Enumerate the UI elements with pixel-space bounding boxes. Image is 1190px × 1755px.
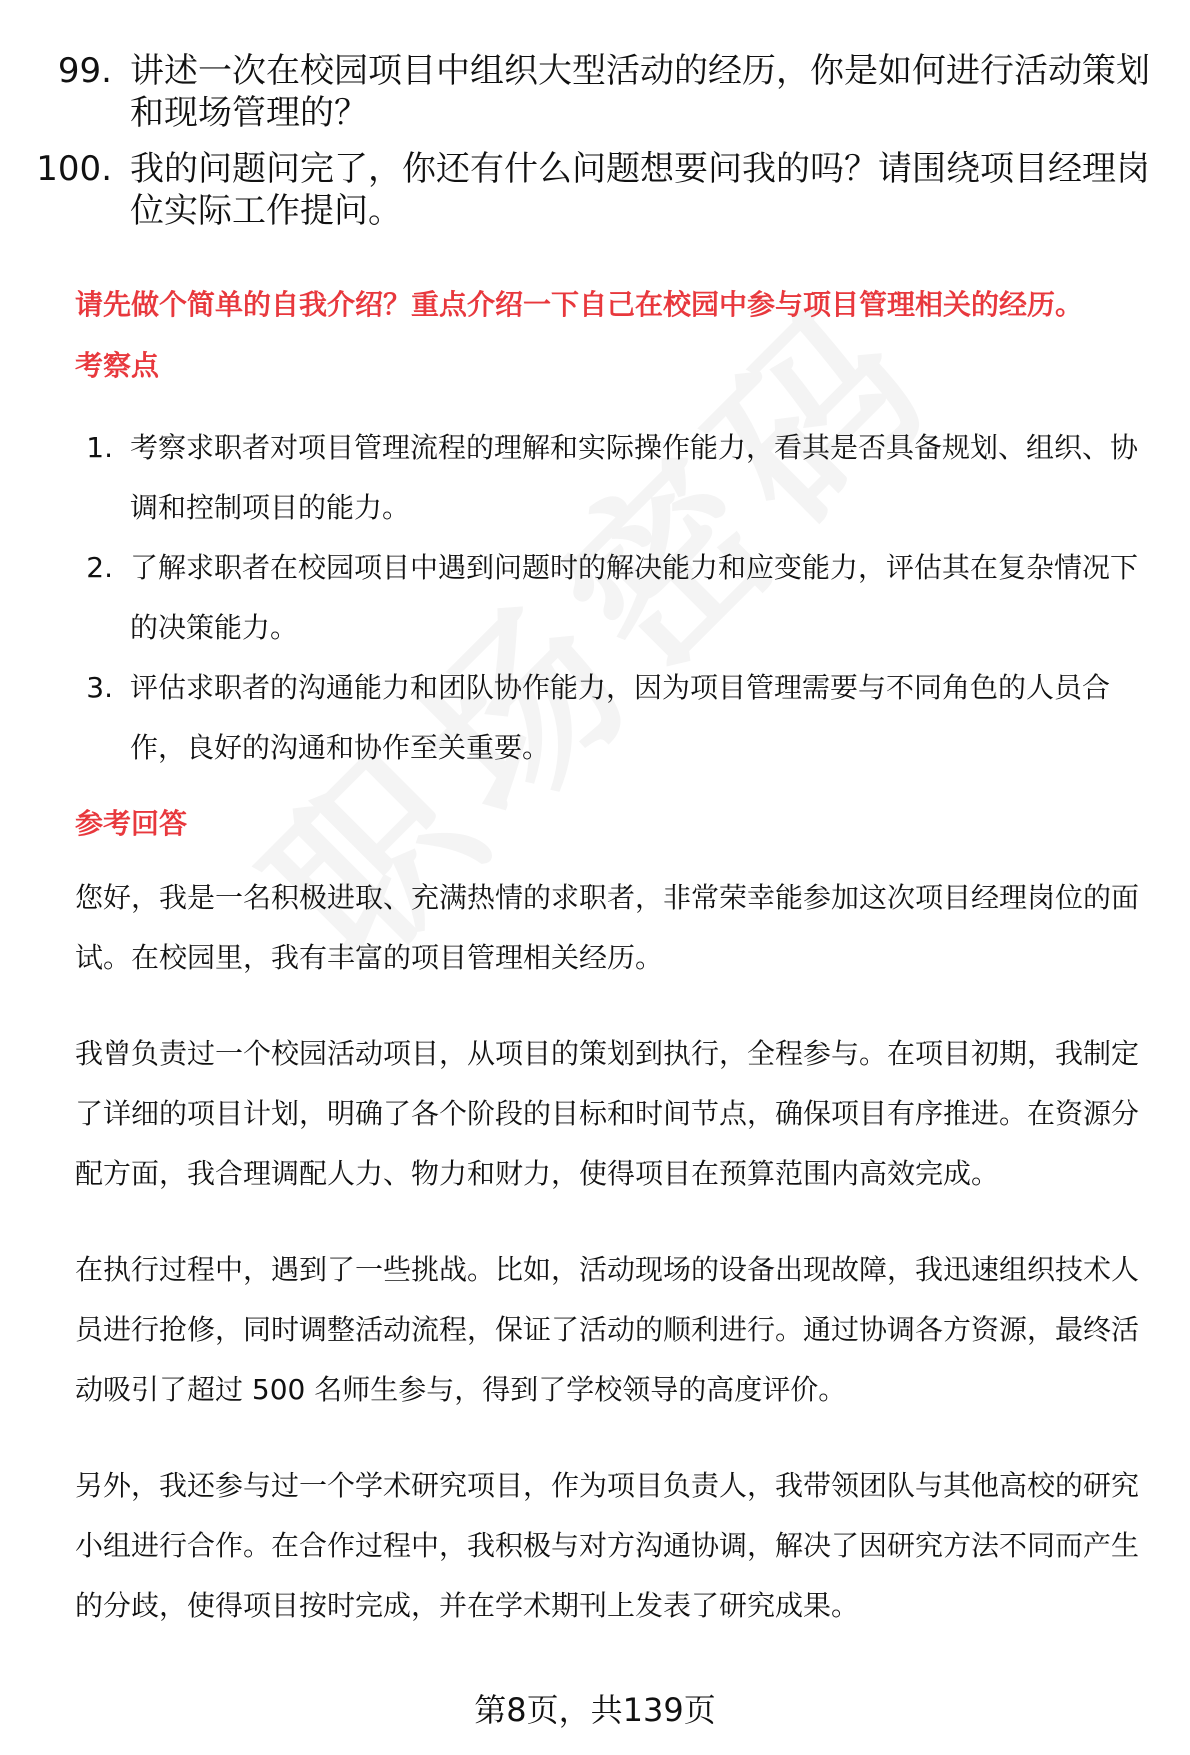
answer-paragraph: 另外，我还参与过一个学术研究项目，作为项目负责人，我带领团队与其他高校的研究小组进行合作。在合作过程中，我积极与对方沟通协调，解决了因研究方法不同而产生的分歧，使得项目按时完成，并在学术期刊上发表了研究成果。	[75, 1469, 1140, 1622]
answer-paragraph: 您好，我是一名积极进取、充满热情的求职者，非常荣幸能参加这次项目经理岗位的面试。在校园里，我有丰富的项目管理相关经历。	[75, 881, 1140, 974]
assessment-point	[0, 418, 1190, 538]
kaocha-heading: 考察点	[75, 349, 160, 382]
answer-paragraph: 我曾负责过一个校园活动项目，从项目的策划到执行，全程参与。在项目初期，我制定了详细的项目计划，明确了各个阶段的目标和时间节点，确保项目有序推进。在资源分配方面，我合理调配人力、物力和财力，使得项目在预算范围内高效完成。	[75, 1037, 1140, 1190]
page-footer: 第8页，共139页	[474, 1691, 716, 1729]
question-list	[0, 50, 1190, 246]
question-item	[0, 50, 1190, 134]
question-number: 100.	[36, 149, 112, 189]
answer-heading: 参考回答	[75, 807, 188, 840]
question-number: 99.	[57, 51, 112, 91]
point-text: 了解求职者在校园项目中遇到问题时的解决能力和应变能力，评估其在复杂情况下的决策能力。	[130, 551, 1139, 644]
answer-paragraph: 在执行过程中，遇到了一些挑战。比如，活动现场的设备出现故障，我迅速组织技术人员进行抢修，同时调整活动流程，保证了活动的顺利进行。通过协调各方资源，最终活动吸引了超过 500 名师生参与，得到了学校领导的高度评价。	[75, 1253, 1140, 1406]
question-item	[0, 148, 1190, 232]
reference-answer	[75, 868, 1165, 1672]
assessment-point	[0, 658, 1190, 778]
assessment-points	[0, 418, 1190, 778]
point-number: 2.	[86, 551, 113, 584]
assessment-point	[0, 538, 1190, 658]
point-number: 3.	[86, 671, 113, 704]
question-text: 我的问题问完了，你还有什么问题想要问我的吗？请围绕项目经理岗位实际工作提问。	[130, 149, 1150, 231]
point-number: 1.	[86, 431, 113, 464]
focus-question: 请先做个简单的自我介绍？重点介绍一下自己在校园中参与项目管理相关的经历。	[75, 288, 1084, 321]
point-text: 评估求职者的沟通能力和团队协作能力，因为项目管理需要与不同角色的人员合作，良好的沟通和协作至关重要。	[130, 671, 1111, 764]
question-text: 讲述一次在校园项目中组织大型活动的经历，你是如何进行活动策划和现场管理的？	[130, 51, 1150, 133]
point-text: 考察求职者对项目管理流程的理解和实际操作能力，看其是否具备规划、组织、协调和控制项目的能力。	[130, 431, 1139, 524]
